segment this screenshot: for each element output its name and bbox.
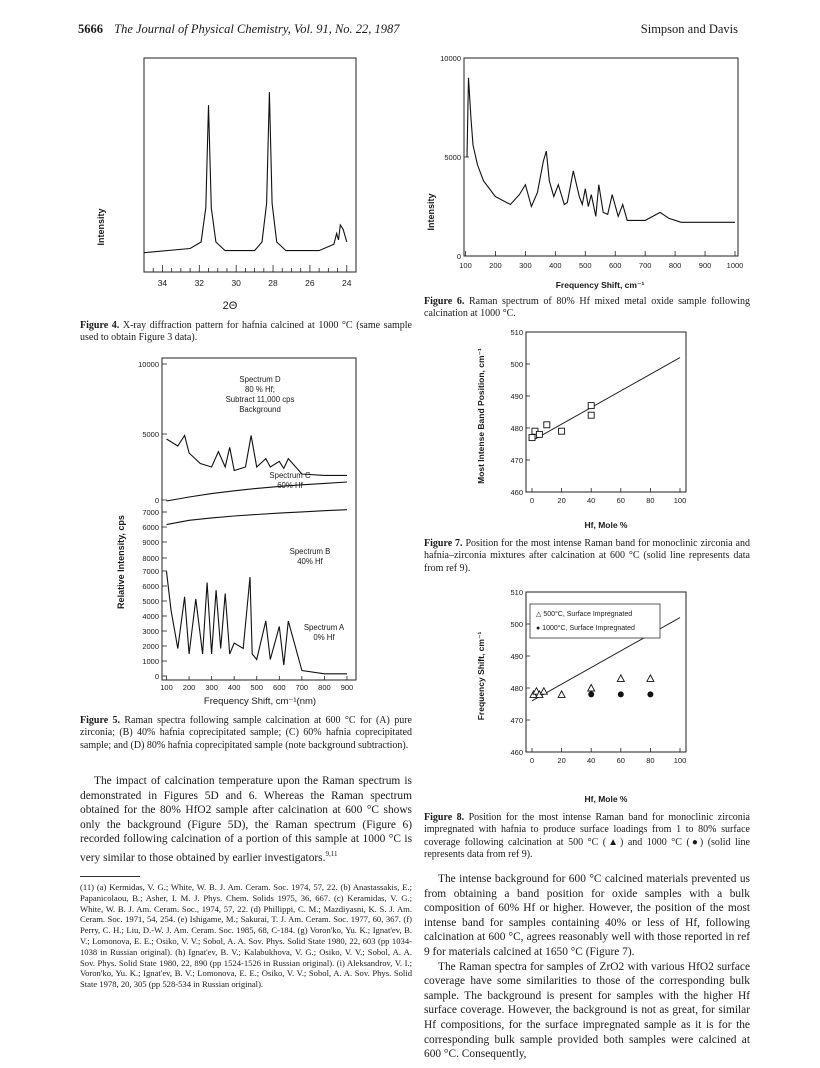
fig5-annotation: Spectrum B [289, 547, 331, 556]
triangle-symbol: ▲ [606, 836, 621, 848]
fig8-caption-pre: Position for the most intense Raman band for monoclinic zirconia impregnated with hafnia to produce surface loadings from 1 to 80% surface coverage following calcination at 500 °C ( [424, 812, 750, 848]
right-paragraph-2: The Raman spectra for samples of ZrO2 with various HfO2 surface coverage have some similarities to those of the corresponding bulk sample. The background is present for samples with the higher Hf surface coverage. However, the background is not as great, for similar Hf compositions, for the surface impregnated sample as it is for the corresponding bulk sample provided both samples were calcined at 600 °C. Consequently, [424, 960, 750, 1061]
right-paragraph-1: The intense background for 600 °C calcined materials prevented us from obtaining a band position for oxide samples with a bulk composition of 60% Hf or higher. However, the position of the most intense band for samples containing 40% or less of Hf, following calcination at 600 °C, agrees reasonably well with those reported in ref 9 for materials calcined at 1650 °C (Figure 7). [424, 873, 750, 958]
fig8-dot-point [588, 691, 594, 697]
f7-y-tick-label: 490 [510, 392, 523, 401]
fig5-x-tick-label: 900 [340, 683, 354, 692]
fig6-y-tick-label: 5000 [444, 153, 461, 162]
fig7-data-point [529, 435, 535, 441]
fig8-triangle-point [588, 685, 595, 692]
left-paragraph-text: The impact of calcination temperature upon the Raman spectrum is demonstrated in Figures 5D and 6. Whereas the Raman spectrum obtained for the 80% HfO2 sample after calcination at 600 °C shows only the background (Figure 5D), the Raman spectrum (Figure 6) recorded following calcination of a portion of this sample at 1000 °C is very similar to those obtained by earlier investigators. [80, 775, 412, 864]
figure-6-caption [424, 296, 750, 321]
fig5-caption-label: Figure 5. [80, 715, 121, 726]
fig4-caption-label: Figure 4. [80, 320, 120, 331]
fig5-y-tick-label: 2000 [142, 642, 159, 651]
f8-x-tick-label: 20 [557, 756, 566, 765]
f8-y-tick-label: 510 [510, 588, 523, 597]
fig5-annotation: Spectrum C [269, 471, 311, 480]
fig6-x-tick-label: 1000 [726, 261, 744, 270]
figure-5-chart [80, 352, 412, 708]
f7-x-tick-label: 60 [616, 496, 625, 505]
f8-x-tick-label: 60 [616, 756, 625, 765]
fig4-x-tick-label: 32 [194, 278, 205, 288]
right-body-text [424, 872, 750, 1062]
f7-x-tick-label: 80 [646, 496, 655, 505]
fig8-legend-entry: ● 1000°C, Surface Impregnated [536, 625, 635, 632]
reference-list [80, 882, 412, 990]
fig5-annotation: 0% Hf [313, 633, 335, 642]
fig6-caption-label: Figure 6. [424, 296, 465, 307]
fig5-annotation: 80 % Hf; [245, 385, 275, 394]
fig5-y-tick-label: 6000 [142, 523, 159, 532]
f8-y-tick-label: 490 [510, 652, 523, 661]
fig5-x-tick-label: 700 [295, 683, 309, 692]
figure-4-caption [80, 320, 412, 345]
figure-7-caption [424, 538, 750, 575]
f7-y-tick-label: 460 [510, 488, 523, 497]
fig7-data-point [588, 403, 594, 409]
fig6-x-tick-label: 800 [668, 261, 682, 270]
fig6-y-tick-label: 10000 [440, 54, 461, 63]
fig5-x-tick-label: 500 [250, 683, 264, 692]
fig5-y-tick-label: 4000 [142, 612, 159, 621]
f7-y-tick-label: 470 [510, 456, 523, 465]
footnote-rule [80, 876, 140, 877]
fig8-triangle-point [647, 675, 654, 682]
fig4-plot-frame [144, 58, 356, 272]
fig5-annotation: 40% Hf [297, 557, 323, 566]
fig5-annotation: 60% Hf [277, 481, 303, 490]
fig4-x-tick-label: 26 [305, 278, 315, 288]
fig5-y-tick-label: 7000 [142, 508, 159, 517]
dot-symbol: ● [689, 836, 700, 848]
fig6-x-tick-label: 700 [638, 261, 652, 270]
fig8-xlabel: Hf, Mole % [584, 794, 628, 804]
fig8-caption-post: ) (solid line represents data from ref 9). [424, 836, 750, 861]
fig5-y-tick-label: 8000 [142, 554, 159, 563]
fig7-data-point [559, 428, 565, 434]
fig8-dot-point [647, 691, 653, 697]
fig8-legend-box [530, 604, 660, 638]
figure-5-caption [80, 715, 412, 752]
fig4-data-line [144, 92, 347, 253]
fig5-series-line [167, 436, 348, 476]
fig6-plot-frame [464, 58, 738, 256]
fig7-reference-line [532, 358, 680, 441]
fig5-y-tick-label: 10000 [138, 360, 159, 369]
figure-8-chart [470, 584, 720, 806]
fig5-y-tick-label: 5000 [142, 430, 159, 439]
fig5-ylabel: Relative Intensity, cps [116, 515, 126, 609]
fig5-y-tick-label: 6000 [142, 582, 159, 591]
fig6-caption-text: Raman spectrum of 80% Hf mixed metal oxide sample following calcination at 1000 °C. [424, 296, 750, 320]
fig5-x-tick-label: 400 [227, 683, 241, 692]
f8-x-tick-label: 100 [673, 756, 687, 765]
fig5-y-tick-label: 0 [154, 496, 159, 505]
page-header [78, 22, 738, 40]
fig5-x-tick-label: 100 [160, 683, 173, 692]
fig6-ylabel: Intensity [426, 193, 436, 231]
f7-y-tick-label: 510 [510, 328, 523, 337]
fig5-y-tick-label: 3000 [142, 627, 159, 636]
fig7-data-point [544, 422, 550, 428]
fig5-y-tick-label: 7000 [142, 567, 159, 576]
fig8-legend-entry: △ 500°C, Surface Impregnated [536, 611, 633, 618]
figure-7-chart [470, 324, 720, 536]
fig6-x-tick-label: 100 [459, 261, 472, 270]
fig8-triangle-point [540, 688, 547, 695]
left-paragraph-ref: 9,11 [325, 849, 338, 858]
fig5-caption-text: Raman spectra following sample calcination at 600 °C for (A) pure zirconia; (B) 40% hafnia coprecipitated sample; (C) 60% hafnia coprecipitated sample; and (D) 80% hafnia coprecipitated sample (note background subtraction). [80, 715, 412, 751]
fig4-x-tick-label: 34 [157, 278, 168, 288]
fig7-data-point [536, 431, 542, 437]
fig7-data-point [588, 412, 594, 418]
fig6-x-tick-label: 200 [489, 261, 502, 270]
f8-y-tick-label: 460 [510, 748, 523, 757]
fig7-xlabel: Hf, Mole % [584, 520, 628, 530]
f7-x-tick-label: 0 [529, 496, 535, 505]
fig4-caption-text: X-ray diffraction pattern for hafnia calcined at 1000 °C (same sample used to obtain Figure 3 data). [80, 320, 412, 344]
f8-x-tick-label: 40 [587, 756, 596, 765]
f8-y-tick-label: 500 [510, 620, 523, 629]
fig6-x-tick-label: 500 [579, 261, 592, 270]
figure-8-caption [424, 812, 750, 862]
fig4-xlabel: 2Θ [222, 300, 238, 312]
fig8-caption-mid: ) and 1000 °C ( [620, 836, 690, 848]
fig5-y-tick-label: 5000 [142, 597, 159, 606]
running-authors: Simpson and Davis [640, 22, 738, 36]
fig4-x-tick-label: 30 [231, 278, 241, 288]
fig5-xlabel: Frequency Shift, cm⁻¹(nm) [203, 696, 317, 707]
fig5-x-tick-label: 800 [318, 683, 331, 692]
f8-x-tick-label: 0 [529, 756, 535, 765]
fig8-ylabel: Frequency Shift, cm⁻¹ [476, 631, 486, 721]
fig5-y-tick-label: 9000 [142, 538, 159, 547]
fig4-ylabel: Intensity [96, 208, 106, 246]
journal-title: The Journal of Physical Chemistry, Vol. 91, No. 22, 1987 [114, 22, 400, 36]
fig7-caption-label: Figure 7. [424, 538, 463, 549]
f7-x-tick-label: 20 [557, 496, 566, 505]
f7-x-tick-label: 40 [587, 496, 596, 505]
fig6-x-tick-label: 300 [519, 261, 532, 270]
fig6-x-tick-label: 400 [549, 261, 562, 270]
fig6-data-line [467, 78, 735, 223]
fig5-y-tick-label: 0 [154, 672, 159, 681]
fig5-annotation: Spectrum D [239, 375, 281, 384]
fig4-x-tick-label: 24 [342, 278, 352, 288]
fig8-triangle-point [617, 675, 624, 682]
fig8-dot-point [618, 691, 624, 697]
f8-y-tick-label: 480 [510, 684, 523, 693]
fig5-x-tick-label: 200 [182, 683, 196, 692]
fig8-triangle-point [558, 691, 565, 698]
fig7-plot-frame [526, 332, 686, 492]
fig5-series-line [167, 482, 348, 501]
fig4-x-tick-label: 28 [268, 278, 278, 288]
f7-y-tick-label: 500 [510, 360, 523, 369]
fig7-caption-text: Position for the most intense Raman band for monoclinic zirconia and hafnia–zirconia mixtures after calcination at 600 °C (solid line represents data from ref 9). [424, 538, 750, 574]
f7-x-tick-label: 100 [673, 496, 687, 505]
f8-y-tick-label: 470 [510, 716, 523, 725]
f7-y-tick-label: 480 [510, 424, 523, 433]
fig5-y-tick-label: 1000 [142, 657, 159, 666]
page-number: 5666 [78, 22, 103, 36]
f8-x-tick-label: 80 [646, 756, 655, 765]
fig6-x-tick-label: 900 [698, 261, 712, 270]
fig6-y-tick-label: 0 [456, 252, 461, 261]
fig6-xlabel: Frequency Shift, cm⁻¹ [555, 280, 645, 290]
fig6-x-tick-label: 600 [608, 261, 622, 270]
figure-4-chart [80, 52, 410, 324]
fig8-caption-label: Figure 8. [424, 812, 465, 823]
reference-11: (11) (a) Kermidas, V. G.; White, W. B. J. Am. Ceram. Soc. 1974, 57, 22. (b) Anastassakis, E.; Papanicolaou, B.; Asher, I. M. J. Phys. Chem. Solids 1975, 36, 667. (c) Keramidas, V. G.; White, W. B. J. Am. Ceram. Soc., 1974, 57, 22. (d) Phillippi, C. M.; Mazdiyasni, K. S. J. Am. Ceram. Soc. 1971, 54, 254. (e) Ishigame, M.; Sakurai, T. J. Am. Ceram. Soc. 1977, 60, 367. (f) Perry, C. H.; Liu, D.-W. J. Am. Ceram. Soc. 1985, 68, C-184. (g) Voron'ko, Yu. K.; Ignat'ev, B. V.; Lomonova, E. E.; Osiko, V. V.; Sobol, A. A. Sov. Phys. Solid State 1980, 22, 603 (pp 1034-1038 in Russian original). (h) Ignat'ev, B. V.; Kalabukhova, V. G.; Osiko, V. V.; Sobol, A. A. Sov. Phys. Solid State 1980, 22, 890 (pp 1524-1526 in Russian original). (i) Aleksandrov, V. I.; Voron'ko, Yu. K.; Ignat'ev, B. V.; Lomonova, E. E.; Osiko, V. V.; Sobol, A. A. Sov. Phys. Solid State 1978, 20, 305 (pp 528-534 in Russian original). [80, 882, 412, 990]
fig5-x-tick-label: 300 [205, 683, 218, 692]
fig5-x-tick-label: 600 [273, 683, 286, 692]
fig5-annotation: Spectrum A [303, 623, 345, 632]
fig5-annotation: Subtract 11,000 cps [225, 395, 295, 404]
left-body-paragraph [80, 774, 412, 865]
fig7-ylabel: Most Intense Band Position, cm⁻¹ [476, 348, 486, 484]
fig5-annotation: Background [239, 405, 281, 414]
figure-6-chart [420, 52, 750, 292]
fig5-series-line [167, 510, 348, 525]
